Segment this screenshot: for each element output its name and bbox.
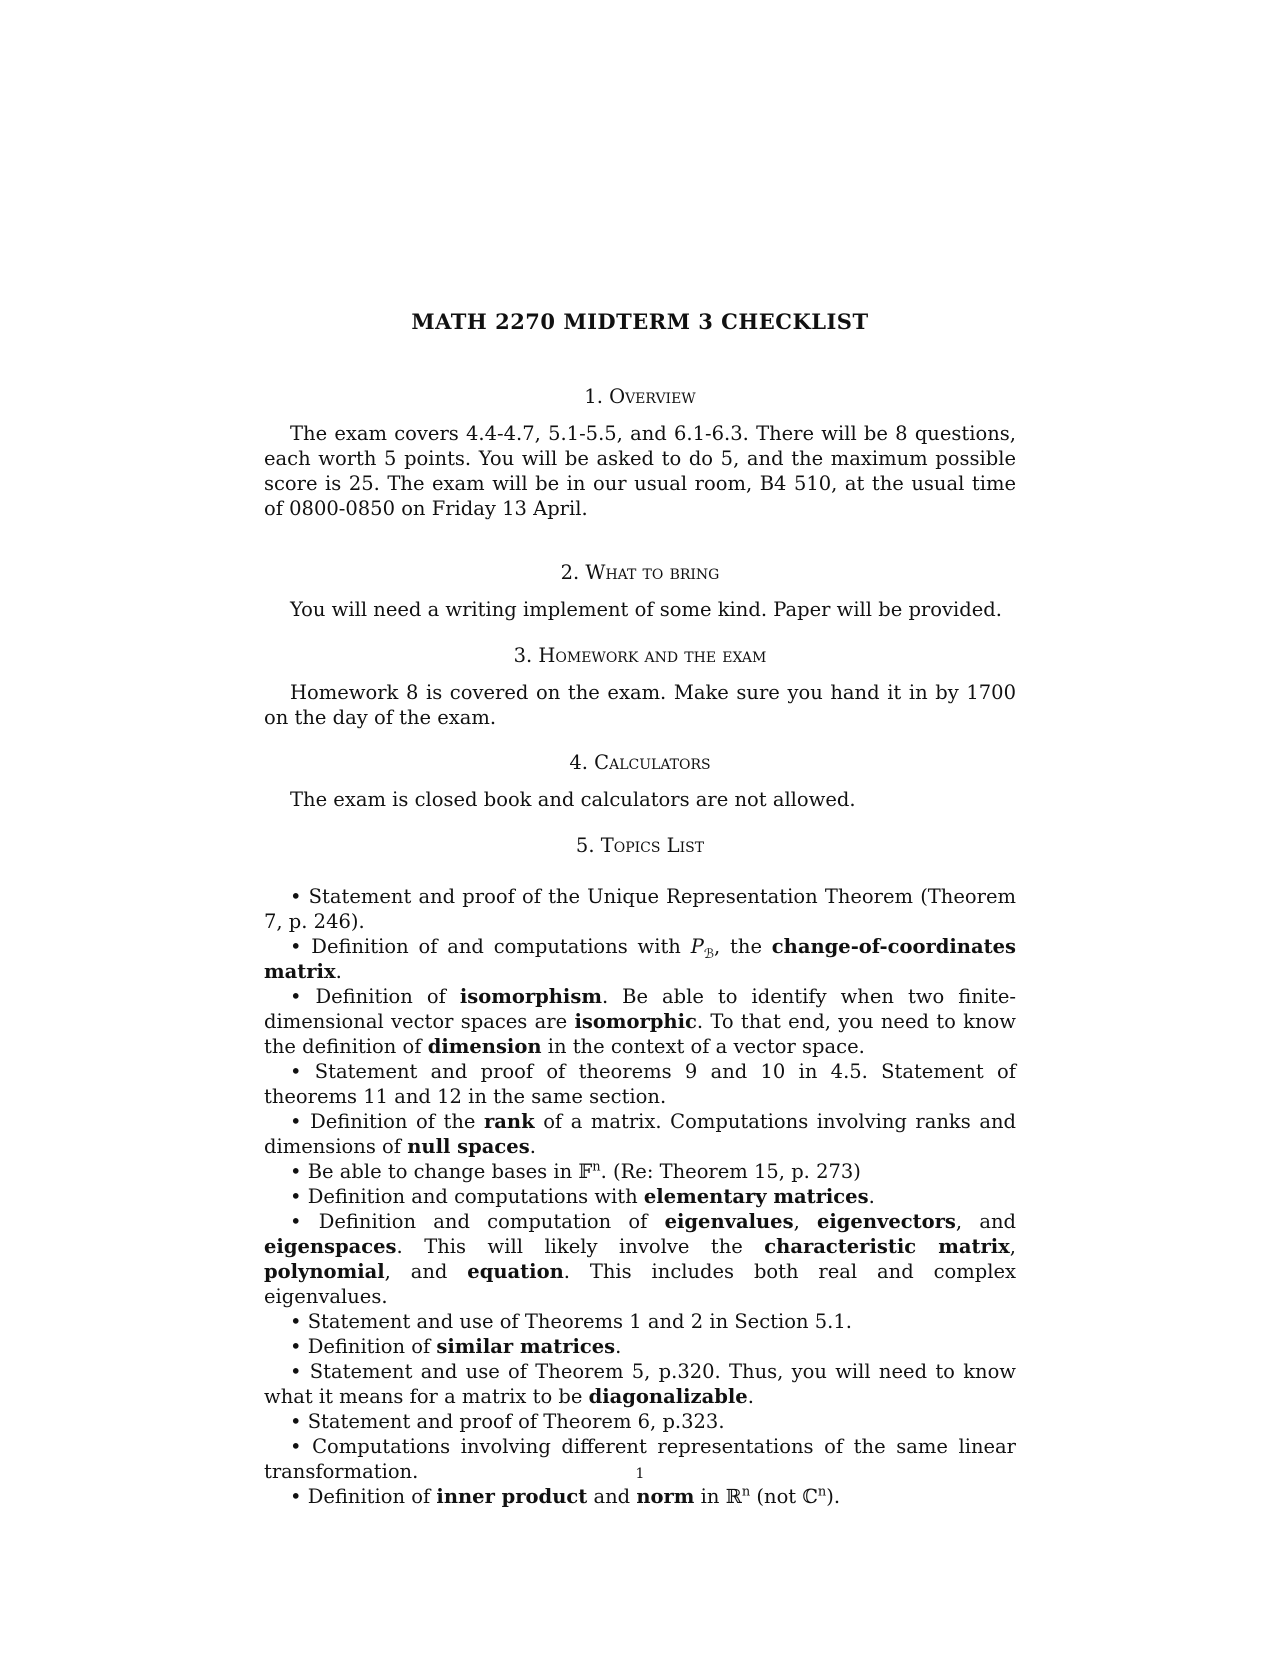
topic-item — [264, 984, 1016, 1059]
topic-item — [264, 1159, 1016, 1184]
topic-text: • Definition of — [290, 985, 460, 1008]
section-heading: 5. Topics List — [575, 834, 705, 857]
bold-term: dimension — [427, 1035, 542, 1058]
topic-text: (not ℂ — [750, 1485, 818, 1508]
topic-text: n — [817, 1484, 827, 1500]
topic-text: . — [747, 1385, 754, 1408]
bold-term: eigenvalues — [664, 1210, 794, 1233]
bold-term: eigenvectors — [816, 1210, 956, 1233]
topic-text: of a matrix. Computations involving ranks and dimensions of — [264, 1110, 1016, 1158]
bold-term: isomorphism — [459, 985, 602, 1008]
topic-text: ℬ — [703, 946, 715, 962]
topic-item — [264, 1334, 1016, 1359]
bold-term: rank — [484, 1110, 535, 1133]
topic-text: • Definition of and computations with — [290, 935, 691, 958]
topic-text: • Statement and use of Theorem 5, p.320. Thus, you will need to know what it means for a matrix to be — [264, 1360, 1016, 1408]
topic-text: , — [1009, 1235, 1016, 1258]
topic-item — [264, 1309, 1016, 1334]
topic-text: . — [335, 960, 342, 983]
topic-text: n — [741, 1484, 751, 1500]
bold-term: isomorphic — [574, 1010, 697, 1033]
topic-text: . Be able to identify when two finite-dimensional vector spaces are — [264, 985, 1016, 1033]
topic-text: • Definition and computations with — [290, 1185, 644, 1208]
bold-term: null spaces — [407, 1135, 530, 1158]
topic-text: • Definition of — [290, 1335, 437, 1358]
topic-text: . To that end, you need to know the definition of — [264, 1010, 1016, 1058]
bold-term: equation — [467, 1260, 564, 1283]
bold-term: polynomial — [264, 1260, 385, 1283]
bold-term: eigenspaces — [264, 1235, 397, 1258]
topic-item — [264, 1184, 1016, 1209]
section-heading: 4. Calculators — [569, 751, 711, 774]
page-number: 1 — [635, 1466, 645, 1482]
topic-text: . This will likely involve the — [396, 1235, 765, 1258]
topic-text: • Statement and proof of theorems 9 and 10 in 4.5. Statement of theorems 11 and 12 in the same section. — [264, 1060, 1016, 1108]
section-overview — [264, 384, 1016, 521]
section-heading: 1. Overview — [584, 385, 696, 408]
topic-item — [264, 1409, 1016, 1434]
bold-term: norm — [636, 1485, 695, 1508]
text-column — [264, 0, 1016, 1656]
bold-term: inner product — [436, 1485, 588, 1508]
topic-text: • Computations involving different representations of the same linear transformation. — [264, 1435, 1016, 1483]
topic-text: , the — [714, 935, 772, 958]
topic-text: n — [592, 1159, 601, 1175]
topic-text: • Statement and proof of Theorem 6, p.323. — [290, 1410, 725, 1433]
topic-item — [264, 934, 1016, 984]
topic-item — [264, 1484, 1016, 1509]
calculators-paragraph: The exam is closed book and calculators are not allowed. — [290, 788, 856, 811]
bold-term: characteristic matrix — [764, 1235, 1010, 1258]
homework-paragraph: Homework 8 is covered on the exam. Make sure you hand it in by 1700 on the day of the exam. — [264, 681, 1016, 729]
section-heading: 3. Homework and the exam — [513, 644, 767, 667]
overview-paragraph: The exam covers 4.4-4.7, 5.1-5.5, and 6.1-6.3. There will be 8 questions, each worth 5 points. You will be asked to do 5, and the maximum possible score is 25. The exam will be in our usual room, B4 510, at the usual time of 0800-0850 on Friday 13 April. — [264, 422, 1016, 520]
bold-term: change-of-coordinates matrix — [264, 935, 1016, 983]
topic-text: ). — [826, 1485, 841, 1508]
topic-text: • Statement and proof of the Unique Representation Theorem (Theorem 7, p. 246). — [264, 885, 1016, 933]
topic-item — [264, 1359, 1016, 1409]
topic-text: P — [690, 935, 704, 958]
document-title: MATH 2270 MIDTERM 3 CHECKLIST — [411, 309, 869, 334]
topics-list — [264, 884, 1016, 1509]
section-homework — [264, 643, 1016, 730]
section-calculators — [264, 750, 1016, 812]
topic-text: and — [587, 1485, 637, 1508]
what-to-bring-paragraph: You will need a writing implement of some kind. Paper will be provided. — [290, 598, 1002, 621]
topic-text: • Definition and computation of — [290, 1210, 665, 1233]
topic-text: . — [615, 1335, 622, 1358]
topic-item — [264, 1109, 1016, 1159]
bold-term: elementary matrices — [643, 1185, 869, 1208]
topic-text: . This includes both real and complex eigenvalues. — [264, 1260, 1016, 1308]
topic-text: • Definition of the — [290, 1110, 485, 1133]
topic-text: , and — [955, 1210, 1016, 1233]
bold-term: diagonalizable — [588, 1385, 748, 1408]
topic-text: , and — [384, 1260, 468, 1283]
topic-text: • Statement and use of Theorems 1 and 2 in Section 5.1. — [290, 1310, 852, 1333]
section-topics — [264, 833, 1016, 1509]
topic-text: • Be able to change bases in 𝔽 — [290, 1160, 593, 1183]
topic-text: . — [868, 1185, 875, 1208]
topic-text: in the context of a vector space. — [541, 1035, 865, 1058]
bold-term: similar matrices — [436, 1335, 616, 1358]
topic-text: • Definition of — [290, 1485, 437, 1508]
topic-text: . — [529, 1135, 536, 1158]
topic-text: , — [793, 1210, 817, 1233]
topic-item — [264, 1059, 1016, 1109]
topic-text: in ℝ — [694, 1485, 742, 1508]
topic-text: . (Re: Theorem 15, p. 273) — [600, 1160, 861, 1183]
topic-item — [264, 1209, 1016, 1309]
section-heading: 2. What to bring — [560, 561, 720, 584]
section-what-to-bring — [264, 560, 1016, 622]
topic-item — [264, 884, 1016, 934]
